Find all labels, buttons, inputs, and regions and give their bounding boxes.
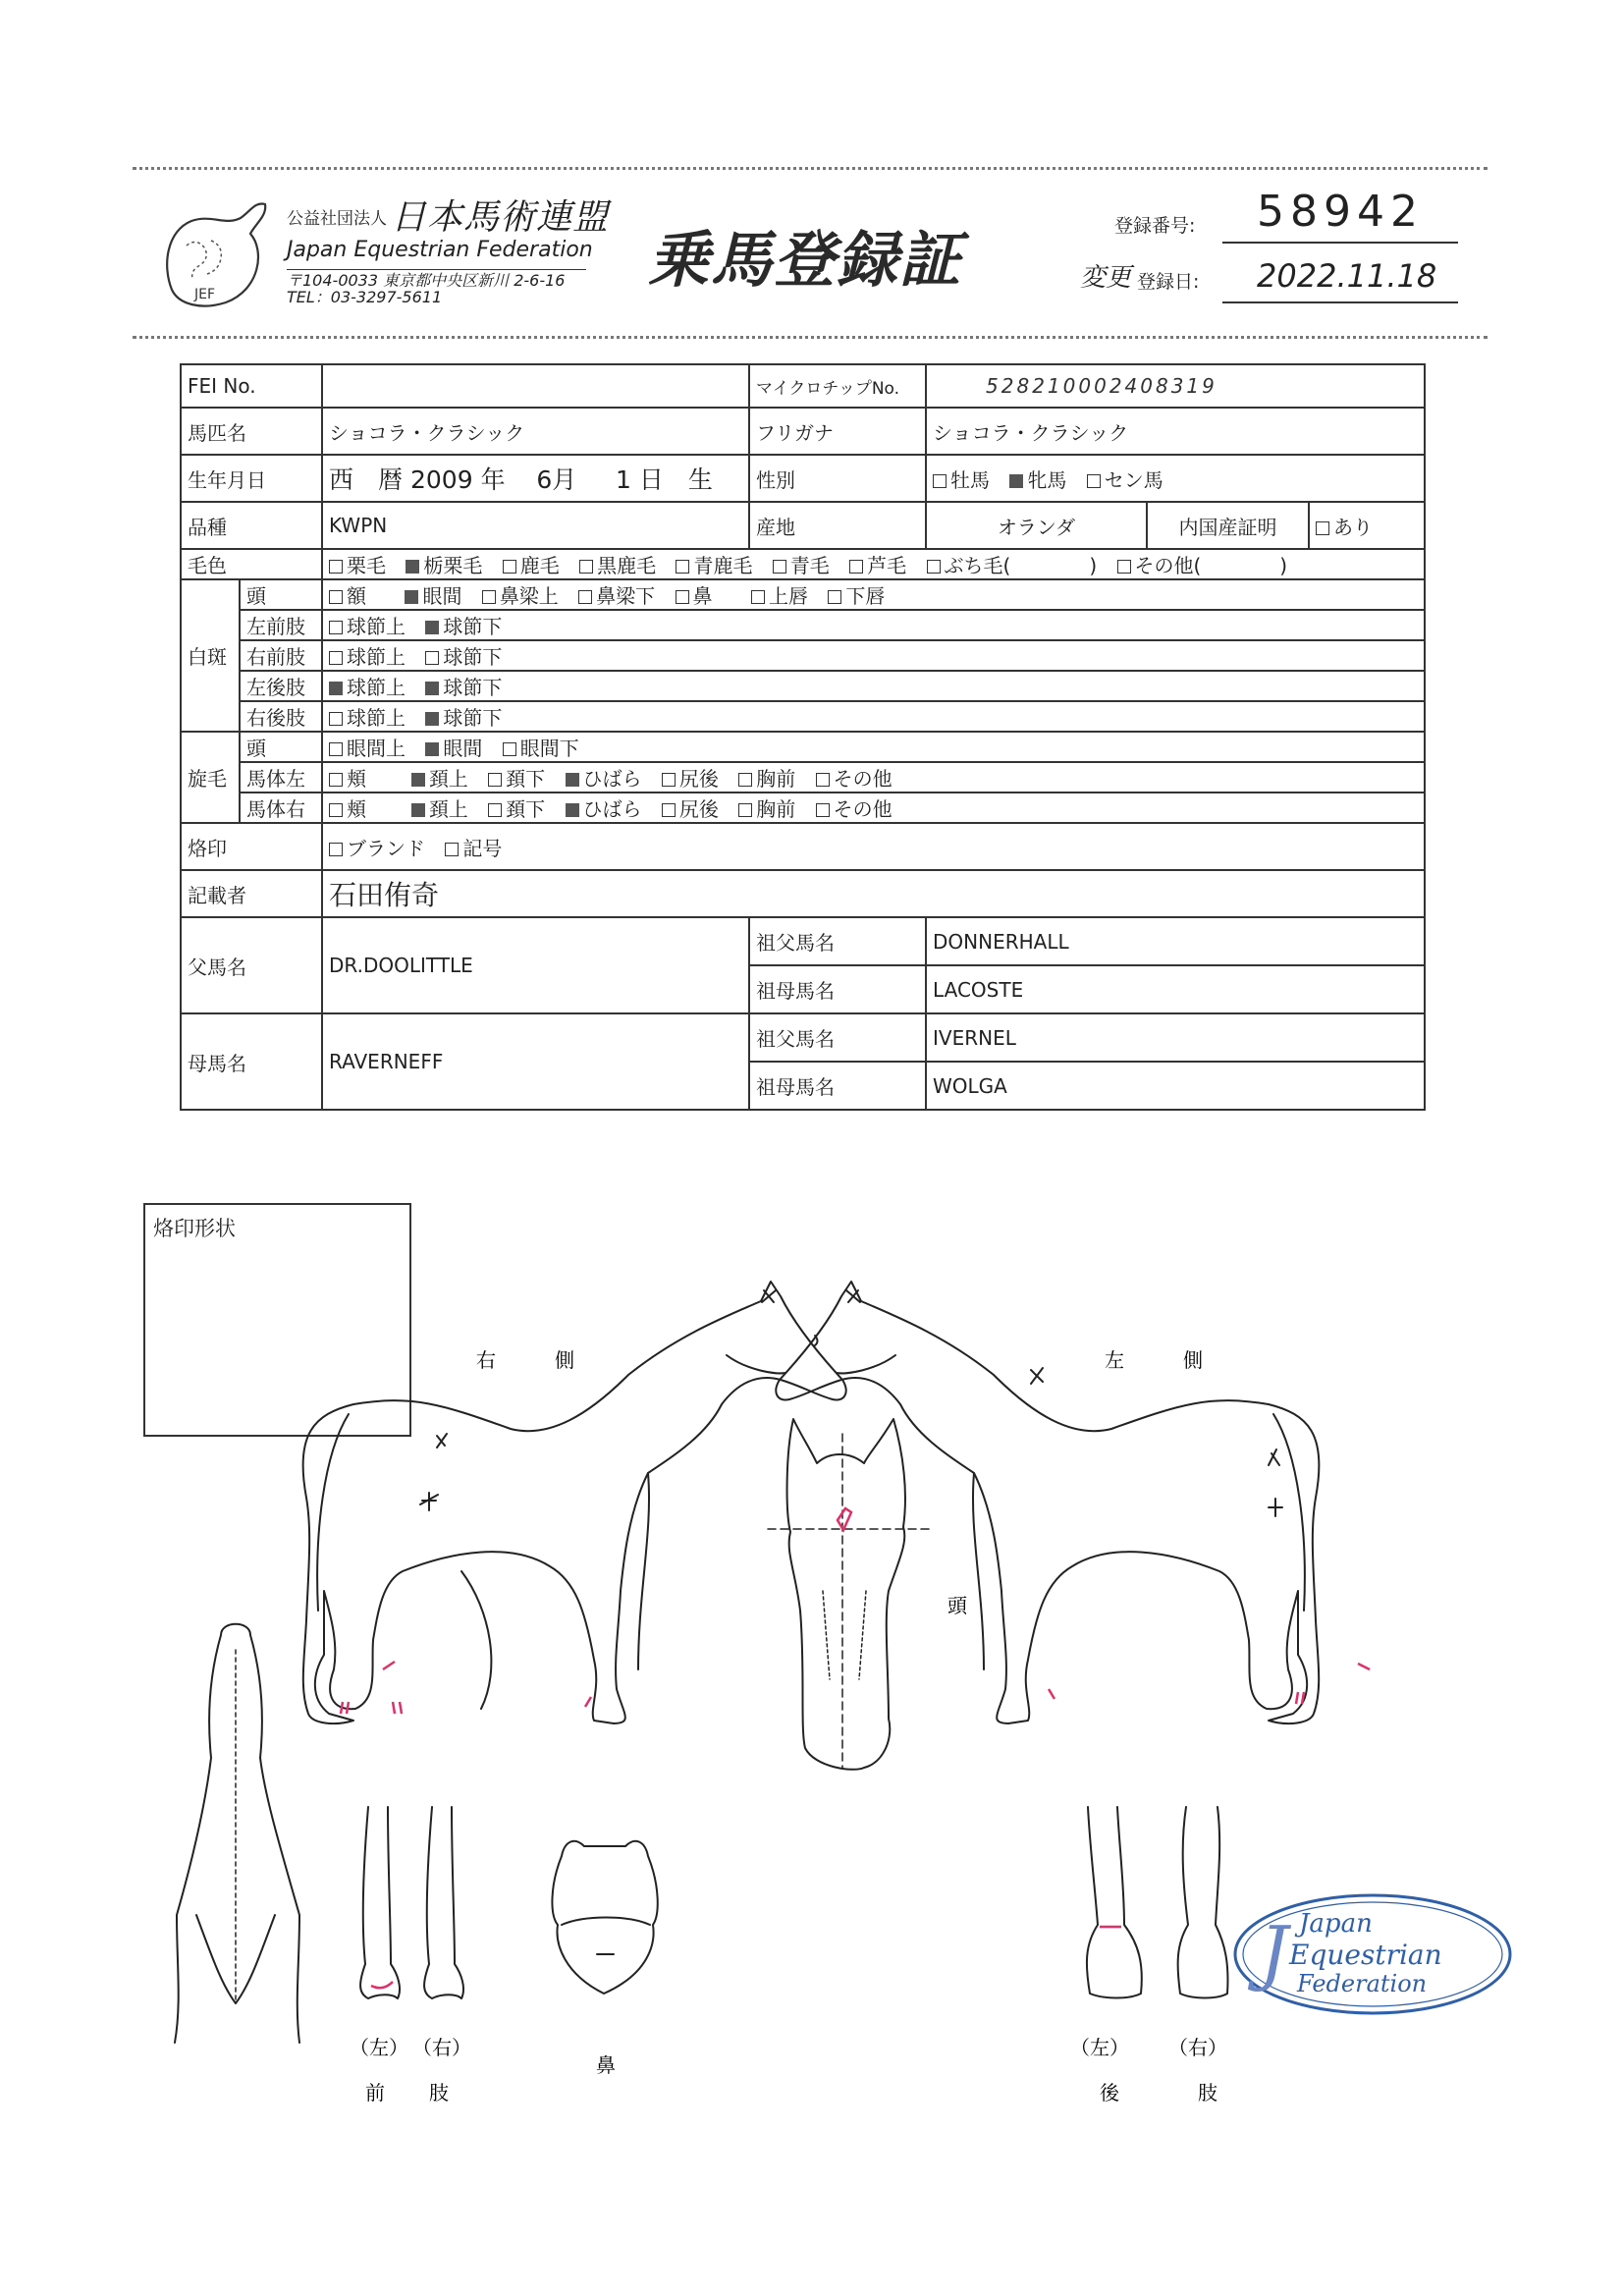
document-title: 乗馬登録証 [648, 224, 963, 296]
whorl-option[interactable]: ひばら [566, 767, 642, 791]
jef-seal-stamp-icon [1230, 1890, 1515, 2018]
head-label: 頭 [947, 1594, 967, 1617]
hindlimb-left-label: （左） [1070, 2036, 1129, 2059]
white-option[interactable]: 球節上 [329, 645, 406, 669]
registration-number-label: 登録番号: [1114, 215, 1196, 237]
white-part-label: 右後肢 [240, 701, 322, 732]
org-name-en: Japan Equestrian Federation [287, 238, 593, 262]
white-option[interactable]: 鼻梁上 [482, 584, 559, 608]
furigana-label: フリガナ [749, 408, 926, 455]
coat-option[interactable]: 青毛 [773, 554, 830, 577]
coat-option[interactable]: 栗毛 [329, 554, 386, 577]
org-address: 〒104-0033 東京都中央区新川 2-6-16 [287, 271, 566, 290]
whorl-option[interactable]: 頚下 [488, 797, 545, 821]
registration-number: 58942 [1257, 187, 1424, 237]
hindlimb-title: 後 [1100, 2081, 1119, 2105]
dam-value: RAVERNEFF [322, 1013, 749, 1110]
white-part-label: 左後肢 [240, 671, 322, 701]
recorder-value: 石田侑奇 [322, 870, 1425, 917]
horse-top-view-icon [175, 1624, 299, 2043]
white-option[interactable]: 球節下 [425, 706, 502, 730]
horse-name-value: ショコラ・クラシック [322, 408, 749, 455]
white-option[interactable]: 球節上 [329, 706, 406, 730]
svg-text:肢: 肢 [429, 2081, 449, 2105]
sire-grandsire-value: DONNERHALL [926, 917, 1425, 965]
whorl-option[interactable]: 眼間上 [329, 737, 406, 760]
coat-color-label: 毛色 [181, 549, 322, 579]
whorl-option[interactable]: その他 [816, 797, 893, 821]
whorl-option[interactable]: ひばら [566, 797, 642, 821]
forelimbs-icon [360, 1807, 463, 1998]
brand-option[interactable]: ブランド [329, 837, 425, 860]
forelimb-left-label: （左） [350, 2036, 408, 2059]
whorl-option[interactable]: 頚上 [411, 767, 468, 791]
birth-year: 2009 [409, 465, 473, 494]
origin-label: 産地 [749, 502, 926, 549]
white-option[interactable]: 球節上 [329, 615, 406, 638]
recorder-label: 記載者 [181, 870, 322, 917]
whorl-option[interactable]: 頬 [329, 767, 366, 791]
microchip-value: 528210002408319 [926, 364, 1425, 408]
dam-label: 母馬名 [181, 1013, 322, 1110]
horse-head-front-icon [768, 1419, 931, 1770]
sex-label: 性別 [749, 455, 926, 502]
org-prefix: 公益社団法人 [287, 209, 387, 229]
coat-option[interactable]: 黒鹿毛 [579, 554, 656, 577]
white-option[interactable]: 球節上 [329, 676, 406, 699]
svg-text:側: 側 [555, 1348, 574, 1372]
muzzle-label: 鼻 [596, 2053, 616, 2077]
whorl-option[interactable]: 頬 [329, 797, 366, 821]
whorl-option[interactable]: 頚上 [411, 797, 468, 821]
org-tel: TEL：03-3297-5611 [287, 288, 443, 306]
domestic-cert-label: 内国産証明 [1147, 502, 1309, 549]
white-option[interactable]: 球節下 [425, 615, 502, 638]
whorl-option[interactable]: 尻後 [662, 767, 719, 791]
hindlimbs-icon [1087, 1807, 1228, 1998]
svg-text:J: J [1260, 1911, 1288, 1994]
whorl-option[interactable]: 胸前 [738, 797, 795, 821]
horse-name-label: 馬匹名 [181, 408, 322, 455]
white-option[interactable]: 下唇 [828, 584, 885, 608]
horse-right-side-icon [303, 1282, 846, 1723]
domestic-cert-option[interactable]: あり [1309, 502, 1425, 549]
birth-day: 1 [616, 465, 631, 494]
whorl-option[interactable]: その他 [816, 767, 893, 791]
org-name: 日本馬術連盟 [391, 197, 610, 238]
white-option[interactable]: 球節下 [425, 676, 502, 699]
white-option[interactable]: 上唇 [751, 584, 808, 608]
sire-granddam-value: LACOSTE [926, 965, 1425, 1013]
forelimb-title: 前 [365, 2081, 385, 2105]
whorl-part-label: 頭 [240, 732, 322, 762]
revision-mark: 変更 [1080, 263, 1132, 293]
dam-granddam-value: WOLGA [926, 1062, 1425, 1110]
whorl-part-label: 馬体左 [240, 762, 322, 793]
white-option[interactable]: 球節下 [425, 645, 502, 669]
white-option[interactable]: 鼻梁下 [578, 584, 655, 608]
coat-option[interactable]: 鹿毛 [503, 554, 560, 577]
white-option[interactable]: 鼻 [676, 584, 713, 608]
whorl-option[interactable]: 頚下 [488, 767, 545, 791]
birth-date-label: 生年月日 [181, 455, 322, 502]
sire-granddam-label: 祖母馬名 [749, 965, 926, 1013]
whorl-option[interactable]: 尻後 [662, 797, 719, 821]
breed-label: 品種 [181, 502, 322, 549]
whorl-part-label: 馬体右 [240, 793, 322, 823]
coat-option[interactable]: 青鹿毛 [676, 554, 752, 577]
svg-text:JEF: JEF [194, 287, 216, 302]
white-part-label: 頭 [240, 579, 322, 610]
coat-option[interactable]: 芦毛 [849, 554, 906, 577]
coat-option[interactable]: 栃栗毛 [406, 554, 482, 577]
registration-date-label: 登録日: [1137, 271, 1200, 293]
svg-text:側: 側 [1183, 1348, 1203, 1372]
coat-option[interactable]: その他( ) [1117, 554, 1288, 577]
microchip-label: マイクロチップNo. [749, 364, 926, 408]
sire-label: 父馬名 [181, 917, 322, 1013]
svg-text:Equestrian: Equestrian [1289, 1939, 1442, 1971]
sire-grandsire-label: 祖父馬名 [749, 917, 926, 965]
forelimb-right-label: （右） [412, 2036, 471, 2059]
white-option[interactable]: 眼間 [405, 584, 461, 608]
white-option[interactable]: 額 [329, 584, 366, 608]
registration-date: 2022.11.18 [1257, 257, 1437, 295]
svg-text:Japan: Japan [1299, 1909, 1373, 1939]
dam-granddam-label: 祖母馬名 [749, 1062, 926, 1110]
dam-grandsire-value: IVERNEL [926, 1013, 1425, 1062]
hindlimb-right-label: （右） [1168, 2036, 1227, 2059]
white-part-label: 左前肢 [240, 610, 322, 640]
fei-no-label: FEI No. [181, 364, 322, 408]
brand-option[interactable]: 記号 [445, 837, 502, 860]
sire-value: DR.DOOLITTLE [322, 917, 749, 1013]
birth-month: 6 [536, 465, 553, 494]
coat-option[interactable]: ぶち毛( ) [927, 554, 1098, 577]
origin-value: オランダ [926, 502, 1147, 549]
sex-option-stallion[interactable]: 牡馬 [933, 468, 990, 492]
white-markings-label: 白斑 [181, 579, 240, 732]
whorls-label: 旋毛 [181, 732, 240, 823]
horse-left-side-icon [776, 1282, 1319, 1723]
sex-option-mare[interactable]: 牝馬 [1009, 468, 1066, 492]
brand-shape-label: 烙印形状 [153, 1217, 236, 1240]
furigana-value: ショコラ・クラシック [926, 408, 1425, 455]
svg-text:肢: 肢 [1198, 2081, 1217, 2105]
whorl-option[interactable]: 眼間下 [503, 737, 579, 760]
whorl-option[interactable]: 眼間 [425, 737, 482, 760]
svg-text:Federation: Federation [1297, 1970, 1428, 1997]
whorl-option[interactable]: 胸前 [738, 767, 795, 791]
sex-option-gelding[interactable]: セン馬 [1087, 468, 1163, 492]
right-side-label: 右 [476, 1348, 496, 1372]
horse-muzzle-icon [552, 1841, 657, 1994]
birth-date-value: 西 暦 2009 年 6月 1 日 生 [322, 455, 749, 502]
dam-grandsire-label: 祖父馬名 [749, 1013, 926, 1062]
left-side-label: 左 [1105, 1348, 1124, 1372]
brand-label: 烙印 [181, 823, 322, 870]
breed-value: KWPN [322, 502, 749, 549]
white-part-label: 右前肢 [240, 640, 322, 671]
